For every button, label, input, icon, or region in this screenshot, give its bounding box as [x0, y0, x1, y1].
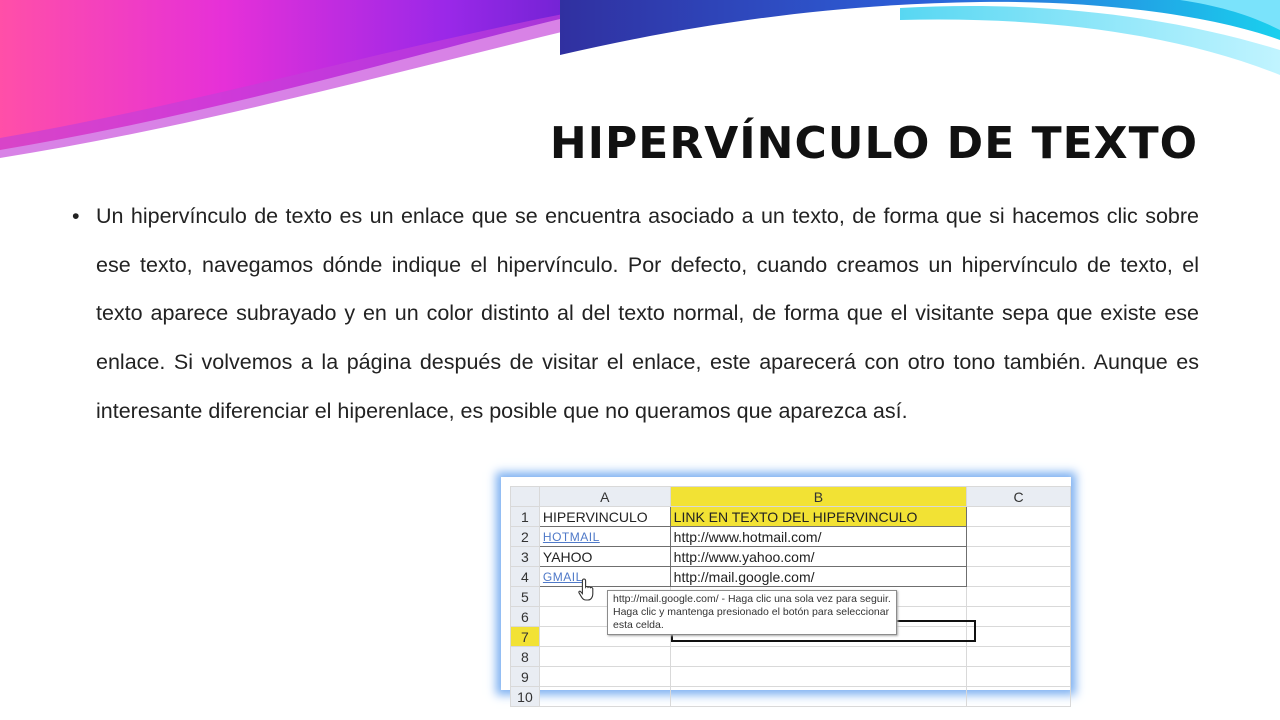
cell-a4[interactable] [539, 567, 670, 587]
row-header[interactable]: 10 [511, 687, 540, 707]
cell-c8[interactable] [967, 647, 1071, 667]
table-row [511, 547, 1071, 567]
row-header[interactable]: 4 [511, 567, 540, 587]
row-header[interactable]: 7 [511, 627, 540, 647]
cell-b8[interactable] [670, 647, 966, 667]
slide-title: HIPERVÍNCULO DE TEXTO [549, 118, 1198, 169]
cell-c6[interactable] [967, 607, 1071, 627]
cell-a8[interactable] [539, 647, 670, 667]
row-header[interactable]: 1 [511, 507, 540, 527]
cell-a9[interactable] [539, 667, 670, 687]
cell-c4[interactable] [967, 567, 1071, 587]
column-header-b[interactable]: B [670, 487, 966, 507]
cell-a1[interactable]: HIPERVINCULO [539, 507, 670, 527]
row-header[interactable]: 8 [511, 647, 540, 667]
row-header[interactable]: 5 [511, 587, 540, 607]
cell-b3[interactable]: http://www.yahoo.com/ [670, 547, 966, 567]
cell-a2[interactable] [539, 527, 670, 547]
gmail-link[interactable]: GMAIL [542, 570, 583, 584]
cell-a10[interactable] [539, 687, 670, 707]
table-row [511, 687, 1071, 707]
cell-c1[interactable] [967, 507, 1071, 527]
cell-c9[interactable] [967, 667, 1071, 687]
cell-c3[interactable] [967, 547, 1071, 567]
hyperlink-tooltip: http://mail.google.com/ - Haga clic una sola vez para seguir. Haga clic y mantenga presionado el botón para seleccionar esta celda. [607, 590, 897, 635]
column-header-a[interactable]: A [539, 487, 670, 507]
cell-b2[interactable]: http://www.hotmail.com/ [670, 527, 966, 547]
spreadsheet-screenshot [501, 477, 1071, 705]
cell-b4[interactable]: http://mail.google.com/ [670, 567, 966, 587]
row-header[interactable]: 9 [511, 667, 540, 687]
slide-body [72, 192, 1199, 436]
table-row [511, 667, 1071, 687]
column-header-c[interactable]: C [967, 487, 1071, 507]
cell-c5[interactable] [967, 587, 1071, 607]
cell-c2[interactable] [967, 527, 1071, 547]
row-header[interactable]: 6 [511, 607, 540, 627]
cell-b10[interactable] [670, 687, 966, 707]
row-header[interactable]: 3 [511, 547, 540, 567]
table-row [511, 507, 1071, 527]
bullet-marker: • [72, 204, 80, 228]
table-row [511, 527, 1071, 547]
cell-b9[interactable] [670, 667, 966, 687]
cell-a3[interactable]: YAHOO [539, 547, 670, 567]
table-row [511, 647, 1071, 667]
cell-c7[interactable] [967, 627, 1071, 647]
cell-b1[interactable]: LINK EN TEXTO DEL HIPERVINCULO [670, 507, 966, 527]
row-header[interactable]: 2 [511, 527, 540, 547]
hand-pointer-icon [577, 578, 597, 602]
corner-cell[interactable] [511, 487, 540, 507]
hotmail-link[interactable]: HOTMAIL [542, 530, 600, 544]
cell-c10[interactable] [967, 687, 1071, 707]
decorative-swoosh-banner [0, 0, 1280, 200]
body-paragraph: Un hipervínculo de texto es un enlace que se encuentra asociado a un texto, de forma que si hacemos clic sobre ese texto, navegamos dónde indique el hipervínculo. Por defecto, cuando creamos un hipervínculo de texto, el texto aparece subrayado y en un color distinto al del texto normal, de forma que el visitante sepa que existe ese enlace. Si volvemos a la página después de visitar el enlace, este aparecerá con otro tono también. Aunque es interesante diferenciar el hiperenlace, es posible que no queramos que aparezca así. [96, 204, 1199, 423]
